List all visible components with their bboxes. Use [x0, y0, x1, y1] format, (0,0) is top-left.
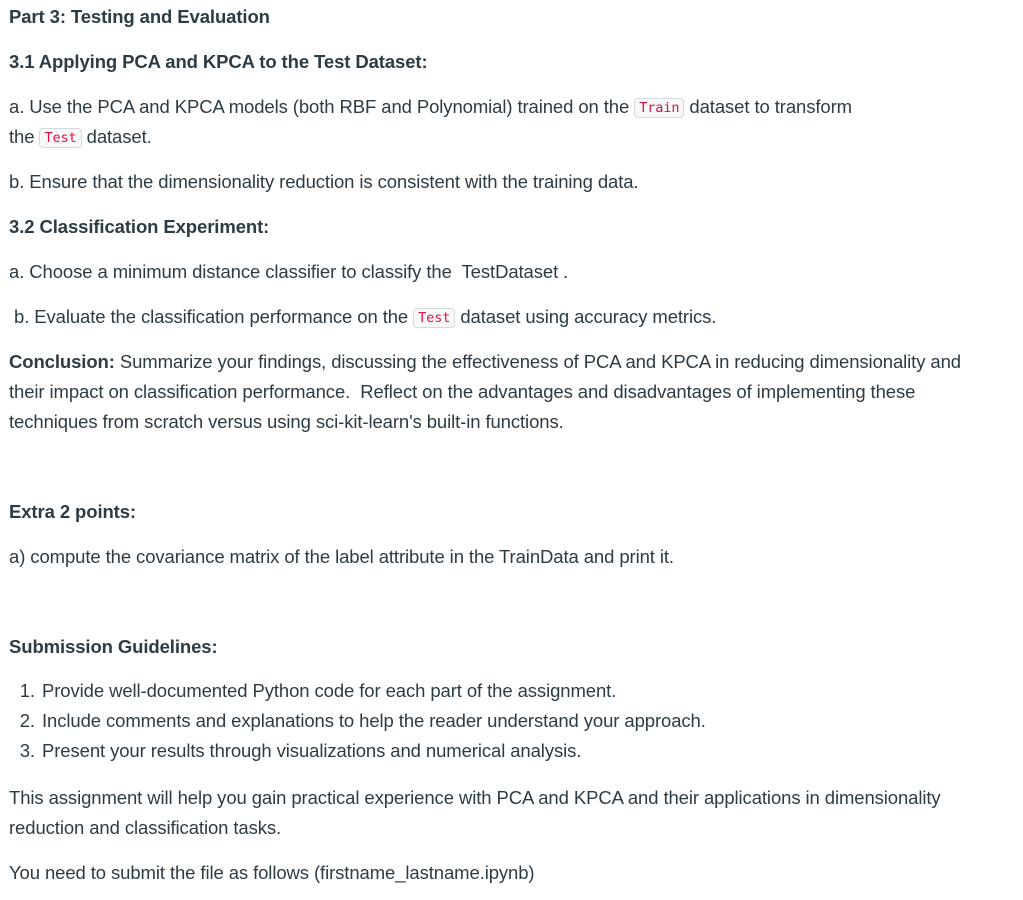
conclusion-line-1	[9, 347, 961, 377]
test-code-2: Test	[413, 308, 455, 328]
section-3-2-item-b	[14, 302, 716, 334]
section-3-1-heading: 3.1 Applying PCA and KPCA to the Test Dataset:	[9, 51, 428, 72]
guideline-item: 1. Provide well-documented Python code for each part of the assignment.	[40, 676, 706, 706]
conclusion-line-2: their impact on classification performance. Reflect on the advantages and disadvantages of implementing these	[9, 381, 916, 402]
closing-line-2: reduction and classification tasks.	[9, 817, 282, 838]
conclusion-text-1: Summarize your findings, discussing the effectiveness of PCA and KPCA in reducing dimensionality and	[119, 351, 961, 372]
closing-line-1: This assignment will help you gain practical experience with PCA and KPCA and their applications in dimensionality	[9, 787, 941, 808]
conclusion-line-3: techniques from scratch versus using sci-kit-learn's built-in functions.	[9, 411, 564, 432]
submission-heading: Submission Guidelines:	[9, 636, 218, 657]
guideline-item: 2. Include comments and explanations to help the reader understand your approach.	[40, 706, 706, 736]
guideline-item: 3. Present your results through visualizations and numerical analysis.	[40, 736, 706, 766]
part3-title: Part 3: Testing and Evaluation	[9, 6, 270, 27]
extra-item: a) compute the covariance matrix of the label attribute in the TrainData and print it.	[9, 546, 674, 567]
item-b-text-end: dataset using accuracy metrics.	[460, 306, 717, 327]
section-3-1-item-a	[9, 92, 852, 124]
file-note: You need to submit the file as follows (firstname_lastname.ipynb)	[9, 862, 535, 883]
item-b-text-start: b. Evaluate the classification performance on the	[14, 306, 409, 327]
submission-guidelines-list	[9, 676, 706, 766]
extra-heading: Extra 2 points:	[9, 501, 136, 522]
item-a-cont-start: the	[9, 126, 35, 147]
item-a-cont-end: dataset.	[86, 126, 152, 147]
conclusion-label: Conclusion:	[9, 351, 115, 372]
item-a-text-start: a. Use the PCA and KPCA models (both RBF and Polynomial) trained on the	[9, 96, 630, 117]
item-a-text-end: dataset to transform	[689, 96, 852, 117]
section-3-2-heading: 3.2 Classification Experiment:	[9, 216, 270, 237]
section-3-1-item-b: b. Ensure that the dimensionality reduction is consistent with the training data.	[9, 171, 639, 192]
train-code: Train	[634, 98, 684, 118]
test-code: Test	[39, 128, 81, 148]
section-3-2-item-a: a. Choose a minimum distance classifier to classify the TestDataset .	[9, 261, 569, 282]
section-3-1-item-a-cont	[9, 122, 152, 154]
